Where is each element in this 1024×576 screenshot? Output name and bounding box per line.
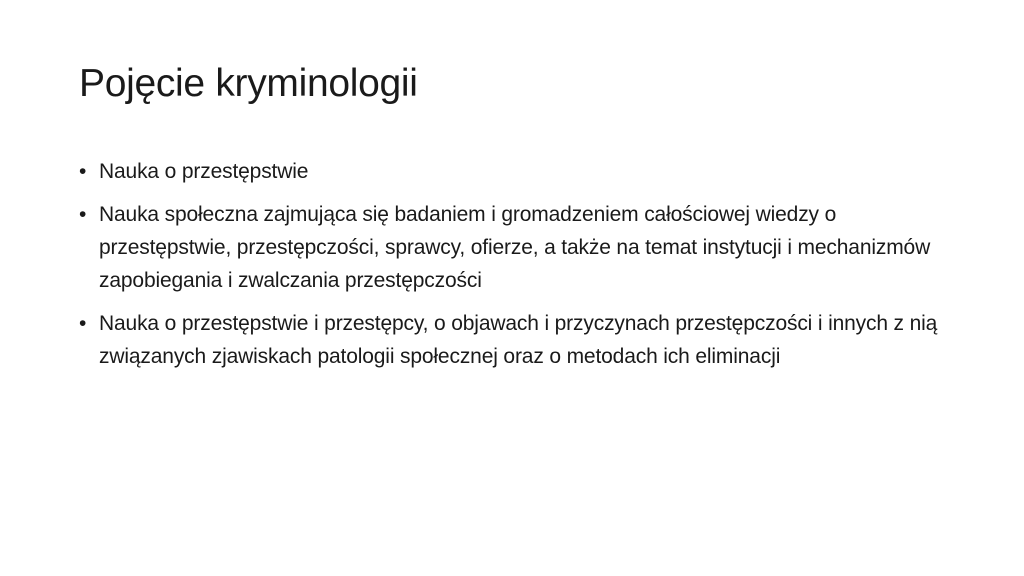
slide-title: Pojęcie kryminologii: [79, 62, 418, 105]
bullet-item: • Nauka o przestępstwie: [79, 155, 959, 188]
bullet-list: [79, 155, 959, 383]
bullet-item: • Nauka społeczna zajmująca się badaniem i gromadzeniem całościowej wiedzy o przestępstwie, przestępczości, sprawcy, ofierze, a także na temat instytucji i mechanizmów zapobiegania i zwalczania przestępczości: [79, 198, 959, 297]
bullet-item: • Nauka o przestępstwie i przestępcy, o objawach i przyczynach przestępczości i innych z nią związanych zjawiskach patologii społecznej oraz o metodach ich eliminacji: [79, 307, 959, 373]
